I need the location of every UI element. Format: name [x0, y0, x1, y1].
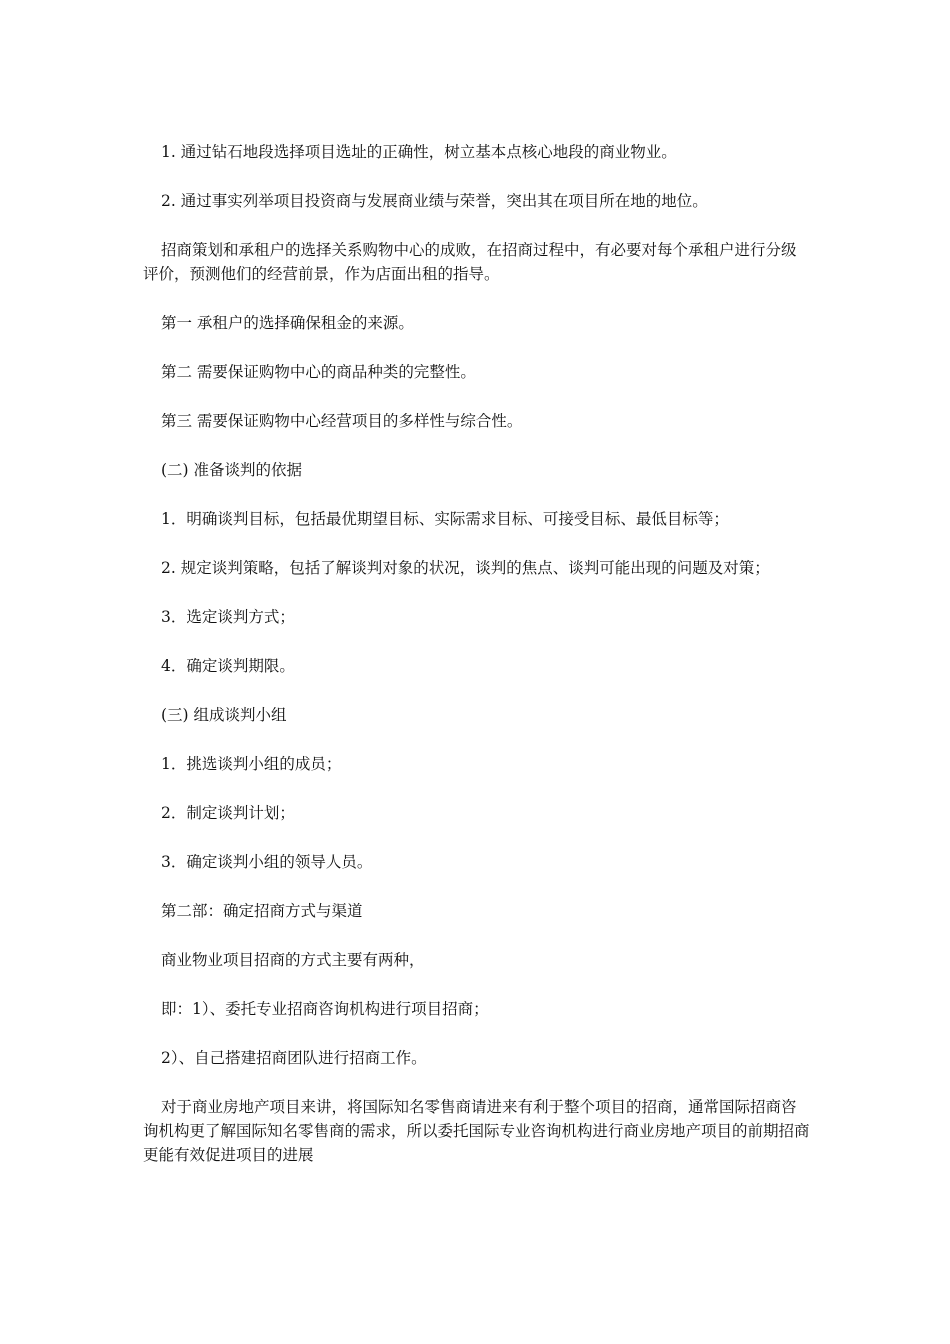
paragraph-10: 对于商业房地产项目来讲，将国际知名零售商请进来有利于整个项目的招商，通常国际招商咨询机构更了解国际知名零售商的需求，所以委托国际专业咨询机构进行商业房地产项目的前期招商更能有效促进项目的进展 [143, 1098, 810, 1164]
part-heading-2: 第二部：确定招商方式与渠道 [161, 902, 363, 920]
paragraph-1: 1. 通过钻石地段选择项目选址的正确性，树立基本点核心地段的商业物业。 [161, 143, 677, 161]
paragraph-9: 2）、自己搭建招商团队进行招商工作。 [161, 1049, 427, 1067]
section-heading-2: (二) 准备谈判的依据 [161, 461, 303, 479]
list-item-1: 1．明确谈判目标，包括最优期望目标、实际需求目标、可接受目标、最低目标等； [161, 510, 729, 528]
list-item-4: 4．确定谈判期限。 [161, 657, 295, 675]
list-item-6: 2．制定谈判计划； [161, 804, 295, 822]
paragraph-7: 商业物业项目招商的方式主要有两种， [161, 951, 425, 969]
paragraph-4: 第一 承租户的选择确保租金的来源。 [161, 314, 414, 332]
paragraph-5: 第二 需要保证购物中心的商品种类的完整性。 [161, 363, 476, 381]
paragraph-6: 第三 需要保证购物中心经营项目的多样性与综合性。 [161, 412, 523, 430]
document-body [143, 140, 811, 1192]
list-item-7: 3．确定谈判小组的领导人员。 [161, 853, 373, 871]
list-item-5: 1．挑选谈判小组的成员； [161, 755, 342, 773]
paragraph-8: 即：1）、委托专业招商咨询机构进行项目招商； [161, 1000, 489, 1018]
paragraph-2: 2. 通过事实列举项目投资商与发展商业绩与荣誉，突出其在项目所在地的地位。 [161, 192, 708, 210]
paragraph-3: 招商策划和承租户的选择关系购物中心的成败，在招商过程中，有必要对每个承租户进行分级评价，预测他们的经营前景，作为店面出租的指导。 [143, 241, 797, 283]
list-item-2: 2. 规定谈判策略，包括了解谈判对象的状况，谈判的焦点、谈判可能出现的问题及对策； [161, 559, 770, 577]
list-item-3: 3．选定谈判方式； [161, 608, 295, 626]
section-heading-3: (三) 组成谈判小组 [161, 706, 287, 724]
